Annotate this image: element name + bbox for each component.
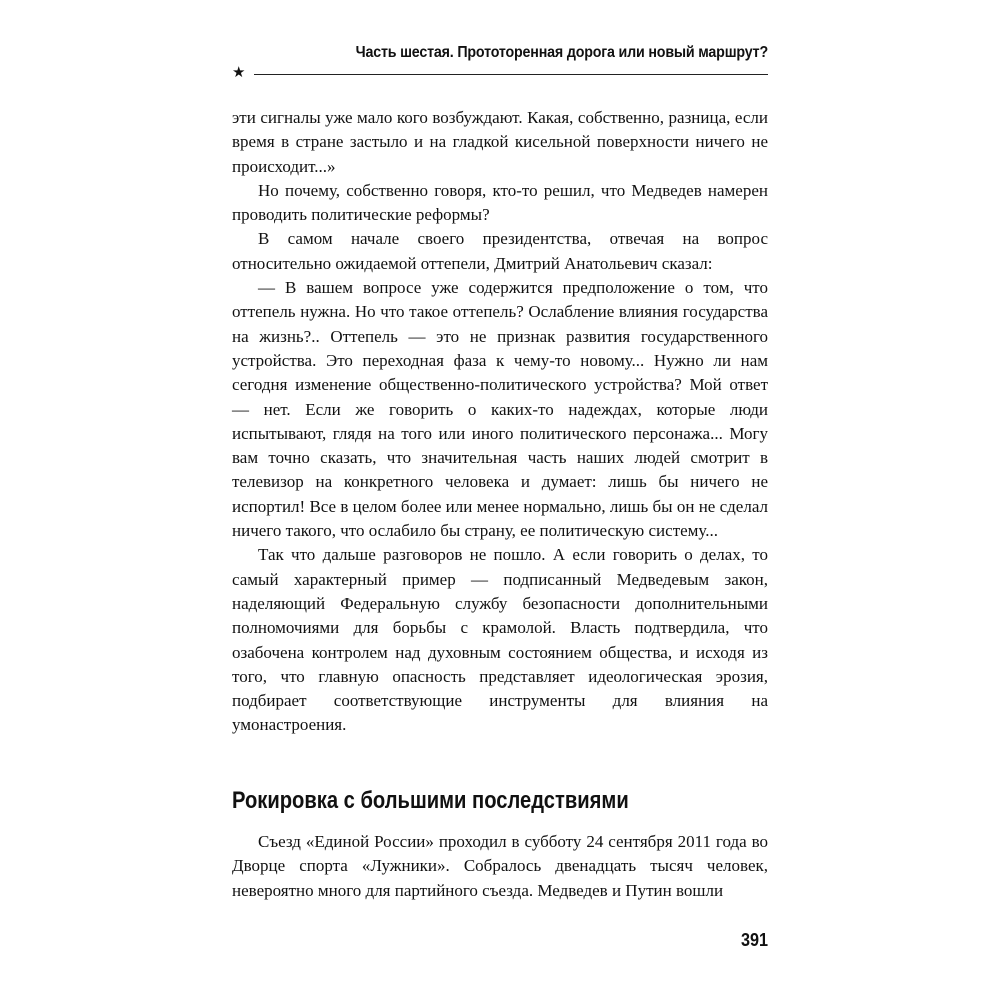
paragraph: Съезд «Единой России» проходил в субботу 24 сентября 2011 года во Дворце спорта «Лужники». Собралось двенадцать тысяч человек, невероятно много для партийного съезда. Медведев и Путин вошли <box>232 832 768 900</box>
paragraph-quote: — В вашем вопросе уже содержится предположение о том, что оттепель нужна. Но что такое оттепель? Ослабление влияния государства на жизнь?.. Оттепель — это не признак развития государственного устройства. Это переходная фаза к чему-то новому... Нужно ли нам сегодня изменение общественно-политического устройства? Мой ответ — нет. Если же говорить о каких-то надеждах, которые люди испытывают, глядя на того или иного политического персонажа... Могу вам точно сказать, что значительная часть наших людей смотрит в телевизор на конкретного человека и думает: лишь бы ничего не испортил! Все в целом более или менее нормально, лишь бы он не сделал ничего такого, что ослабило бы страну, ее политическую систему... <box>232 278 768 541</box>
header-rule-row <box>232 63 768 82</box>
paragraph: Но почему, собственно говоря, кто-то решил, что Медведев намерен проводить политические реформы? <box>232 180 768 225</box>
paragraph: В самом начале своего президентства, отвечая на вопрос относительно ожидаемой оттепели, Дмитрий Анатольевич сказал: <box>232 229 768 273</box>
section-heading-block <box>232 786 768 816</box>
paragraph-continuation: эти сигналы уже мало кого возбуждают. Какая, собственно, разница, если время в стране застыло и на гладкой кисельной поверхности ничего не происходит...» <box>232 108 768 176</box>
main-text <box>232 106 768 738</box>
paragraph: Так что дальше разговоров не пошло. А если говорить о делах, то самый характерный пример — подписанный Медведевым закон, наделяющий Федеральную службу безопасности дополнительными полномочиями для борьбы с крамолой. Власть подтвердила, что озабочена контролем над духовным состоянием общества, и исходя из того, что главную опасность представляет идеологическая эрозия, подбирает соответствующие инструменты для влияния на умонастроения. <box>232 545 768 735</box>
section-text <box>232 830 768 903</box>
page-number: 391 <box>740 930 768 950</box>
star-icon: ★ <box>232 63 246 81</box>
header-divider <box>254 74 768 75</box>
running-header <box>232 44 768 82</box>
running-title: Часть шестая. Прототоренная дорога или новый маршрут? <box>355 44 768 61</box>
section-title: Рокировка с большими последствиями <box>232 787 629 814</box>
